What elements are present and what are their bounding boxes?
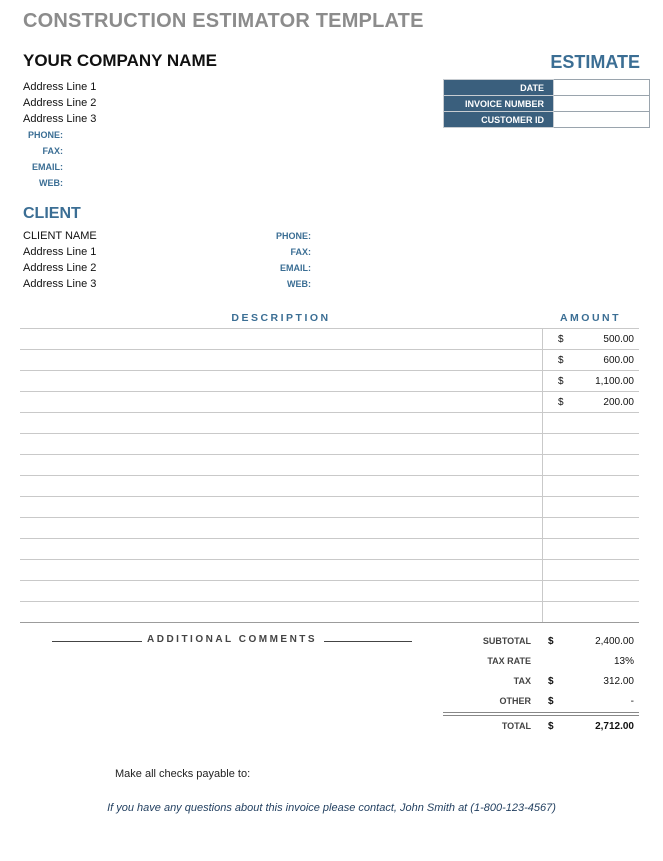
description-cell[interactable] — [20, 581, 542, 601]
description-cell[interactable] — [20, 476, 542, 496]
total-value: 2,712.00 — [595, 721, 634, 732]
company-name: YOUR COMPANY NAME — [23, 51, 217, 70]
total-row — [443, 721, 639, 735]
client-address-line-3: Address Line 3 — [23, 278, 97, 290]
description-cell[interactable] — [20, 329, 542, 349]
additional-comments-heading — [52, 634, 412, 648]
amount-cell[interactable] — [542, 329, 640, 349]
subtotal-label: SUBTOTAL — [482, 636, 531, 646]
total-currency: $ — [548, 721, 554, 732]
client-address-line-2: Address Line 2 — [23, 262, 97, 274]
amount-cell[interactable] — [542, 476, 640, 496]
subtotal-row — [443, 636, 639, 650]
subtotal-currency: $ — [548, 636, 554, 647]
amount-value: 500.00 — [603, 334, 634, 345]
client-fax-label: FAX: — [290, 247, 311, 257]
table-row — [20, 475, 639, 496]
amount-cell[interactable] — [542, 581, 640, 601]
table-row — [20, 538, 639, 559]
description-cell[interactable] — [20, 434, 542, 454]
table-row — [20, 391, 639, 412]
table-row — [20, 580, 639, 601]
date-label: DATE — [444, 80, 554, 96]
amount-cell[interactable] — [542, 560, 640, 580]
additional-comments-label: ADDITIONAL COMMENTS — [147, 634, 318, 645]
tax-currency: $ — [548, 676, 554, 687]
description-cell[interactable] — [20, 518, 542, 538]
description-cell[interactable] — [20, 497, 542, 517]
amount-currency: $ — [558, 355, 564, 366]
table-row — [20, 559, 639, 580]
tax-rate-row — [443, 656, 639, 670]
amount-value: 200.00 — [603, 397, 634, 408]
table-row — [20, 454, 639, 475]
description-cell[interactable] — [20, 539, 542, 559]
tax-row — [443, 676, 639, 690]
amount-currency: $ — [558, 334, 564, 345]
other-row — [443, 696, 639, 710]
client-heading: CLIENT — [23, 205, 81, 222]
other-value[interactable]: - — [630, 696, 634, 707]
description-cell[interactable] — [20, 350, 542, 370]
amount-value: 1,100.00 — [595, 376, 634, 387]
amount-cell[interactable] — [542, 539, 640, 559]
company-email-label: EMAIL: — [32, 162, 63, 172]
description-cell[interactable] — [20, 392, 542, 412]
amount-cell[interactable] — [542, 455, 640, 475]
amount-cell[interactable] — [542, 602, 640, 622]
tax-value: 312.00 — [603, 676, 634, 687]
amount-currency: $ — [558, 397, 564, 408]
tax-rate-value[interactable]: 13% — [613, 656, 634, 667]
checks-payable-text: Make all checks payable to: — [115, 768, 251, 780]
line-items-table — [20, 328, 639, 623]
info-row-invoice-number — [444, 96, 650, 112]
amount-cell[interactable] — [542, 497, 640, 517]
date-field[interactable] — [554, 80, 650, 96]
subtotal-value: 2,400.00 — [595, 636, 634, 647]
comments-rule-left — [52, 641, 142, 642]
table-row — [20, 328, 639, 349]
amount-cell[interactable] — [542, 518, 640, 538]
tax-label: TAX — [513, 676, 531, 686]
client-name: CLIENT NAME — [23, 230, 97, 242]
contact-note: If you have any questions about this invoice please contact, John Smith at (1-800-123-4567) — [107, 802, 556, 814]
amount-cell[interactable] — [542, 350, 640, 370]
company-address-line-1: Address Line 1 — [23, 81, 97, 93]
other-label: OTHER — [499, 696, 531, 706]
description-column-header: DESCRIPTION — [231, 312, 331, 324]
total-label: TOTAL — [501, 721, 531, 731]
comments-rule-right — [324, 641, 412, 642]
description-cell[interactable] — [20, 455, 542, 475]
client-web-label: WEB: — [287, 279, 311, 289]
table-row — [20, 601, 639, 623]
company-fax-label: FAX: — [42, 146, 63, 156]
description-cell[interactable] — [20, 560, 542, 580]
table-row — [20, 433, 639, 454]
company-web-label: WEB: — [39, 178, 63, 188]
amount-cell[interactable] — [542, 434, 640, 454]
amount-value: 600.00 — [603, 355, 634, 366]
table-row — [20, 370, 639, 391]
total-double-rule-top — [443, 712, 639, 713]
customer-id-field[interactable] — [554, 112, 650, 128]
client-phone-label: PHONE: — [275, 231, 311, 241]
table-row — [20, 517, 639, 538]
amount-currency: $ — [558, 376, 564, 387]
amount-cell[interactable] — [542, 371, 640, 391]
table-row — [20, 349, 639, 370]
client-address-line-1: Address Line 1 — [23, 246, 97, 258]
amount-cell[interactable] — [542, 392, 640, 412]
total-double-rule-bottom — [443, 715, 639, 716]
info-row-customer-id — [444, 112, 650, 128]
other-currency: $ — [548, 696, 554, 707]
table-row — [20, 412, 639, 433]
customer-id-label: CUSTOMER ID — [444, 112, 554, 128]
estimate-info-table — [443, 79, 650, 128]
client-email-label: EMAIL: — [280, 263, 311, 273]
tax-rate-label: TAX RATE — [487, 656, 531, 666]
amount-cell[interactable] — [542, 413, 640, 433]
info-row-date — [444, 80, 650, 96]
invoice-number-field[interactable] — [554, 96, 650, 112]
template-title: CONSTRUCTION ESTIMATOR TEMPLATE — [23, 10, 424, 32]
company-phone-label: PHONE: — [27, 130, 63, 140]
invoice-number-label: INVOICE NUMBER — [444, 96, 554, 112]
description-cell[interactable] — [20, 413, 542, 433]
table-row — [20, 496, 639, 517]
estimate-heading: ESTIMATE — [550, 52, 640, 72]
amount-column-header: AMOUNT — [559, 312, 622, 324]
description-cell[interactable] — [20, 371, 542, 391]
company-address-line-3: Address Line 3 — [23, 113, 97, 125]
description-cell[interactable] — [20, 602, 542, 622]
company-address-line-2: Address Line 2 — [23, 97, 97, 109]
